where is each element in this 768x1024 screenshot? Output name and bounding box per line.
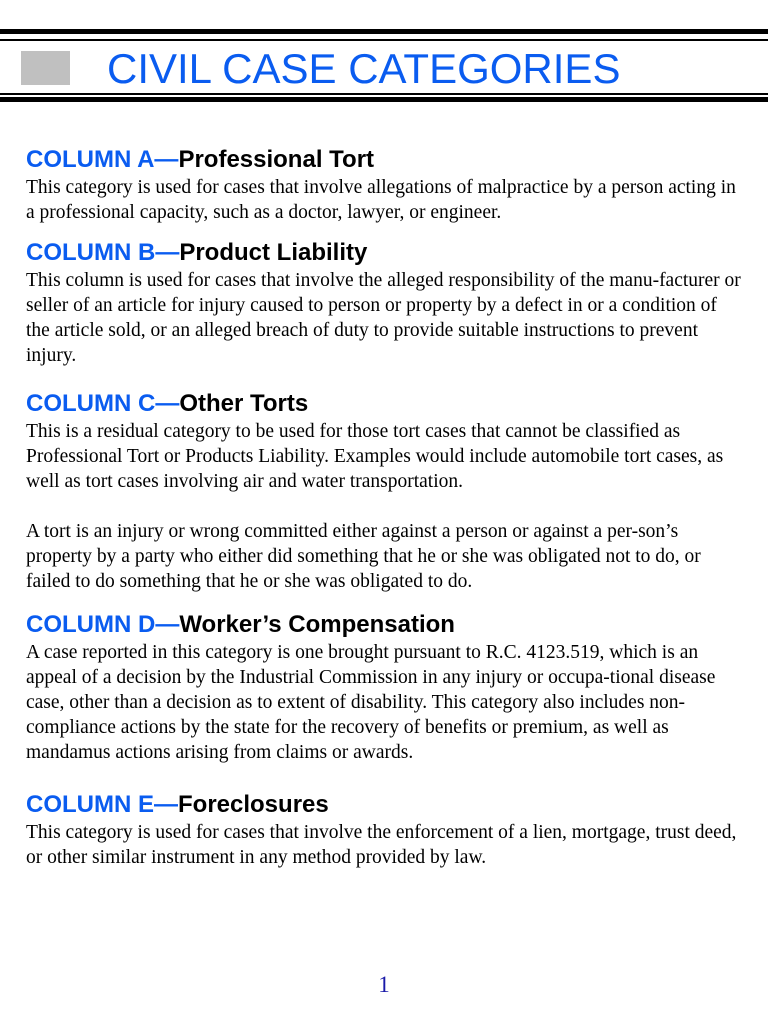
section-paragraph: This category is used for cases that involve allegations of malpractice by a person acting in a professional capacity, such as a doctor, lawyer, or engineer. (26, 177, 736, 223)
column-label: COLUMN C— (26, 390, 180, 417)
section-paragraph: This column is used for cases that involve the alleged responsibility of the manu-facturer or seller of an article for injury caused to person or property by a defect in or a condition of the article sold, or an alleged breach of duty to provide suitable instructions to prevent injury. (26, 270, 741, 366)
column-label: COLUMN B— (26, 239, 180, 266)
section-column-c (26, 389, 742, 594)
section-heading (26, 389, 742, 419)
column-label: COLUMN E— (26, 791, 178, 818)
column-name: Product Liability (179, 239, 368, 266)
section-heading (26, 238, 742, 268)
section-paragraph: This category is used for cases that involve the enforcement of a lien, mortgage, trust deed, or other similar instrument in any method provided by law. (26, 822, 737, 868)
section-column-a (26, 145, 742, 225)
column-name: Professional Tort (178, 146, 375, 173)
section-heading (26, 145, 742, 175)
column-name: Worker’s Compensation (179, 611, 455, 638)
section-paragraph: This is a residual category to be used for those tort cases that cannot be classified as Professional Tort or Products Liability. Examples would include automobile tort cases, as well as tort cases involving air and water transportation. (26, 421, 724, 492)
column-label: COLUMN D— (26, 611, 180, 638)
section-paragraph: A case reported in this category is one brought pursuant to R.C. 4123.519, which is an appeal of a decision by the Industrial Commission in any injury or occupa-tional disease case, other than a decision as to extent of disability. This category also includes non-compliance actions by the state for the recovery of benefits or premium, as well as mandamus actions arising from claims or awards. (26, 642, 716, 763)
page-number: 1 (378, 972, 390, 997)
header-rule-top-thin (0, 39, 768, 41)
header-rule-bottom-thin (0, 93, 768, 95)
section-column-b (26, 238, 742, 368)
header-rule-bottom-thick (0, 97, 768, 102)
section-column-d (26, 610, 742, 765)
section-heading (26, 610, 742, 640)
column-label: COLUMN A— (26, 146, 179, 173)
section-column-e (26, 790, 742, 870)
section-heading (26, 790, 742, 820)
column-name: Foreclosures (178, 791, 329, 818)
title-square-decoration (21, 51, 70, 85)
section-paragraph: A tort is an injury or wrong committed either against a person or against a per-son’s property by a party who either did something that he or she was obligated not to do, or failed to do something that he or she was obligated to do. (26, 521, 701, 592)
header-rule-top-thick (0, 29, 768, 34)
column-name: Other Torts (179, 390, 309, 417)
page-title: CIVIL CASE CATEGORIES (107, 45, 621, 92)
